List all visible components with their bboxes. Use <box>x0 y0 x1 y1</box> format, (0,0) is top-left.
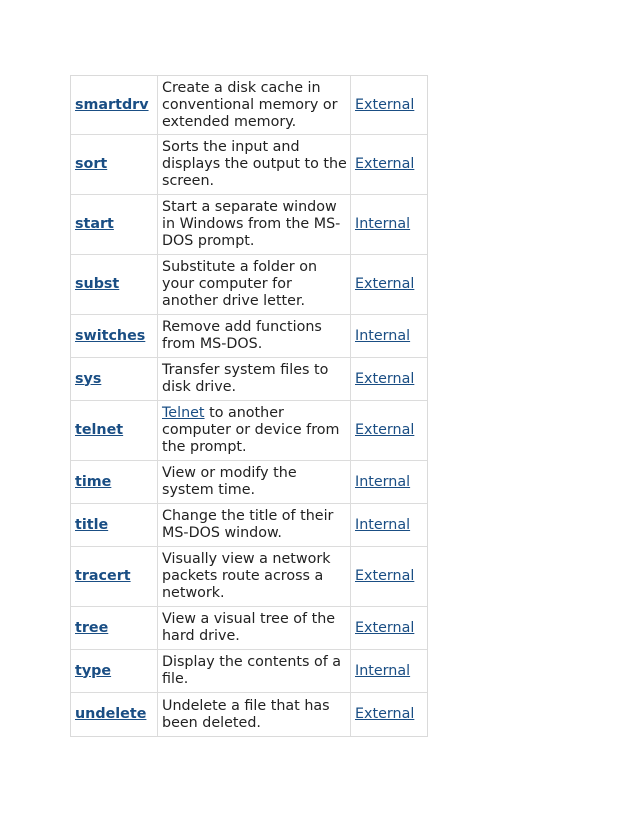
description-cell: Start a separate window in Windows from the MS-DOS prompt. <box>158 195 351 255</box>
command-link-telnet[interactable]: telnet <box>75 422 124 438</box>
description-cell: Undelete a file that has been deleted. <box>158 693 351 736</box>
type-cell <box>351 401 427 461</box>
description-cell: Sorts the input and displays the output to the screen. <box>158 135 351 195</box>
table-row <box>71 76 427 135</box>
description-cell: View or modify the system time. <box>158 461 351 504</box>
type-cell <box>351 547 427 607</box>
table-row <box>71 315 427 358</box>
type-link[interactable]: Internal <box>355 662 411 679</box>
table-row <box>71 461 427 504</box>
telnet-inline-link[interactable]: Telnet <box>162 405 205 421</box>
command-cell <box>71 693 158 736</box>
description-cell: Transfer system files to disk drive. <box>158 358 351 401</box>
command-link-time[interactable]: time <box>75 473 112 490</box>
command-link-switches[interactable]: switches <box>75 327 146 344</box>
type-link[interactable]: Internal <box>355 516 411 533</box>
command-link-start[interactable]: start <box>75 216 114 232</box>
command-link-smartdrv[interactable]: smartdrv <box>75 96 149 113</box>
command-cell <box>71 607 158 650</box>
type-cell <box>351 693 427 736</box>
command-link-tracert[interactable]: tracert <box>75 568 131 584</box>
type-cell <box>351 504 427 547</box>
command-cell <box>71 650 158 693</box>
type-cell <box>351 135 427 195</box>
type-link[interactable]: External <box>355 619 415 636</box>
description-cell: Change the title of their MS-DOS window. <box>158 504 351 547</box>
command-cell <box>71 255 158 315</box>
type-cell <box>351 461 427 504</box>
description-cell: Remove add functions from MS-DOS. <box>158 315 351 358</box>
type-cell <box>351 255 427 315</box>
command-cell <box>71 315 158 358</box>
command-cell <box>71 76 158 135</box>
type-link[interactable]: External <box>355 96 415 113</box>
type-link[interactable]: External <box>355 276 415 292</box>
description-text: to another computer or device from the prompt. <box>162 405 340 455</box>
description-cell: View a visual tree of the hard drive. <box>158 607 351 650</box>
command-link-type[interactable]: type <box>75 662 112 679</box>
table-row <box>71 401 427 461</box>
type-link[interactable]: External <box>355 156 415 172</box>
type-link[interactable]: External <box>355 706 415 722</box>
command-link-undelete[interactable]: undelete <box>75 706 147 722</box>
type-cell <box>351 607 427 650</box>
command-link-sort[interactable]: sort <box>75 156 108 172</box>
table-row <box>71 650 427 693</box>
description-cell: Substitute a folder on your computer for another drive letter. <box>158 255 351 315</box>
command-cell <box>71 195 158 255</box>
command-link-title[interactable]: title <box>75 516 109 533</box>
description-cell: Display the contents of a file. <box>158 650 351 693</box>
table-row <box>71 135 427 195</box>
type-cell <box>351 358 427 401</box>
table-row <box>71 358 427 401</box>
table-row <box>71 607 427 650</box>
command-cell <box>71 401 158 461</box>
description-cell <box>158 401 351 461</box>
commands-table <box>70 75 428 737</box>
table-row <box>71 693 427 736</box>
table-row <box>71 504 427 547</box>
type-cell <box>351 315 427 358</box>
command-cell <box>71 547 158 607</box>
type-cell <box>351 650 427 693</box>
table-row <box>71 547 427 607</box>
type-cell <box>351 76 427 135</box>
type-link[interactable]: Internal <box>355 216 411 232</box>
description-cell: Visually view a network packets route across a network. <box>158 547 351 607</box>
command-link-sys[interactable]: sys <box>75 370 102 387</box>
type-link[interactable]: External <box>355 370 415 387</box>
table-row <box>71 255 427 315</box>
type-link[interactable]: External <box>355 568 415 584</box>
command-link-tree[interactable]: tree <box>75 619 109 636</box>
type-link[interactable]: Internal <box>355 327 411 344</box>
description-cell: Create a disk cache in conventional memory or extended memory. <box>158 76 351 135</box>
command-link-subst[interactable]: subst <box>75 276 120 292</box>
command-cell <box>71 504 158 547</box>
type-link[interactable]: External <box>355 422 415 438</box>
command-cell <box>71 135 158 195</box>
type-cell <box>351 195 427 255</box>
type-link[interactable]: Internal <box>355 473 411 490</box>
command-cell <box>71 358 158 401</box>
command-cell <box>71 461 158 504</box>
table-row <box>71 195 427 255</box>
